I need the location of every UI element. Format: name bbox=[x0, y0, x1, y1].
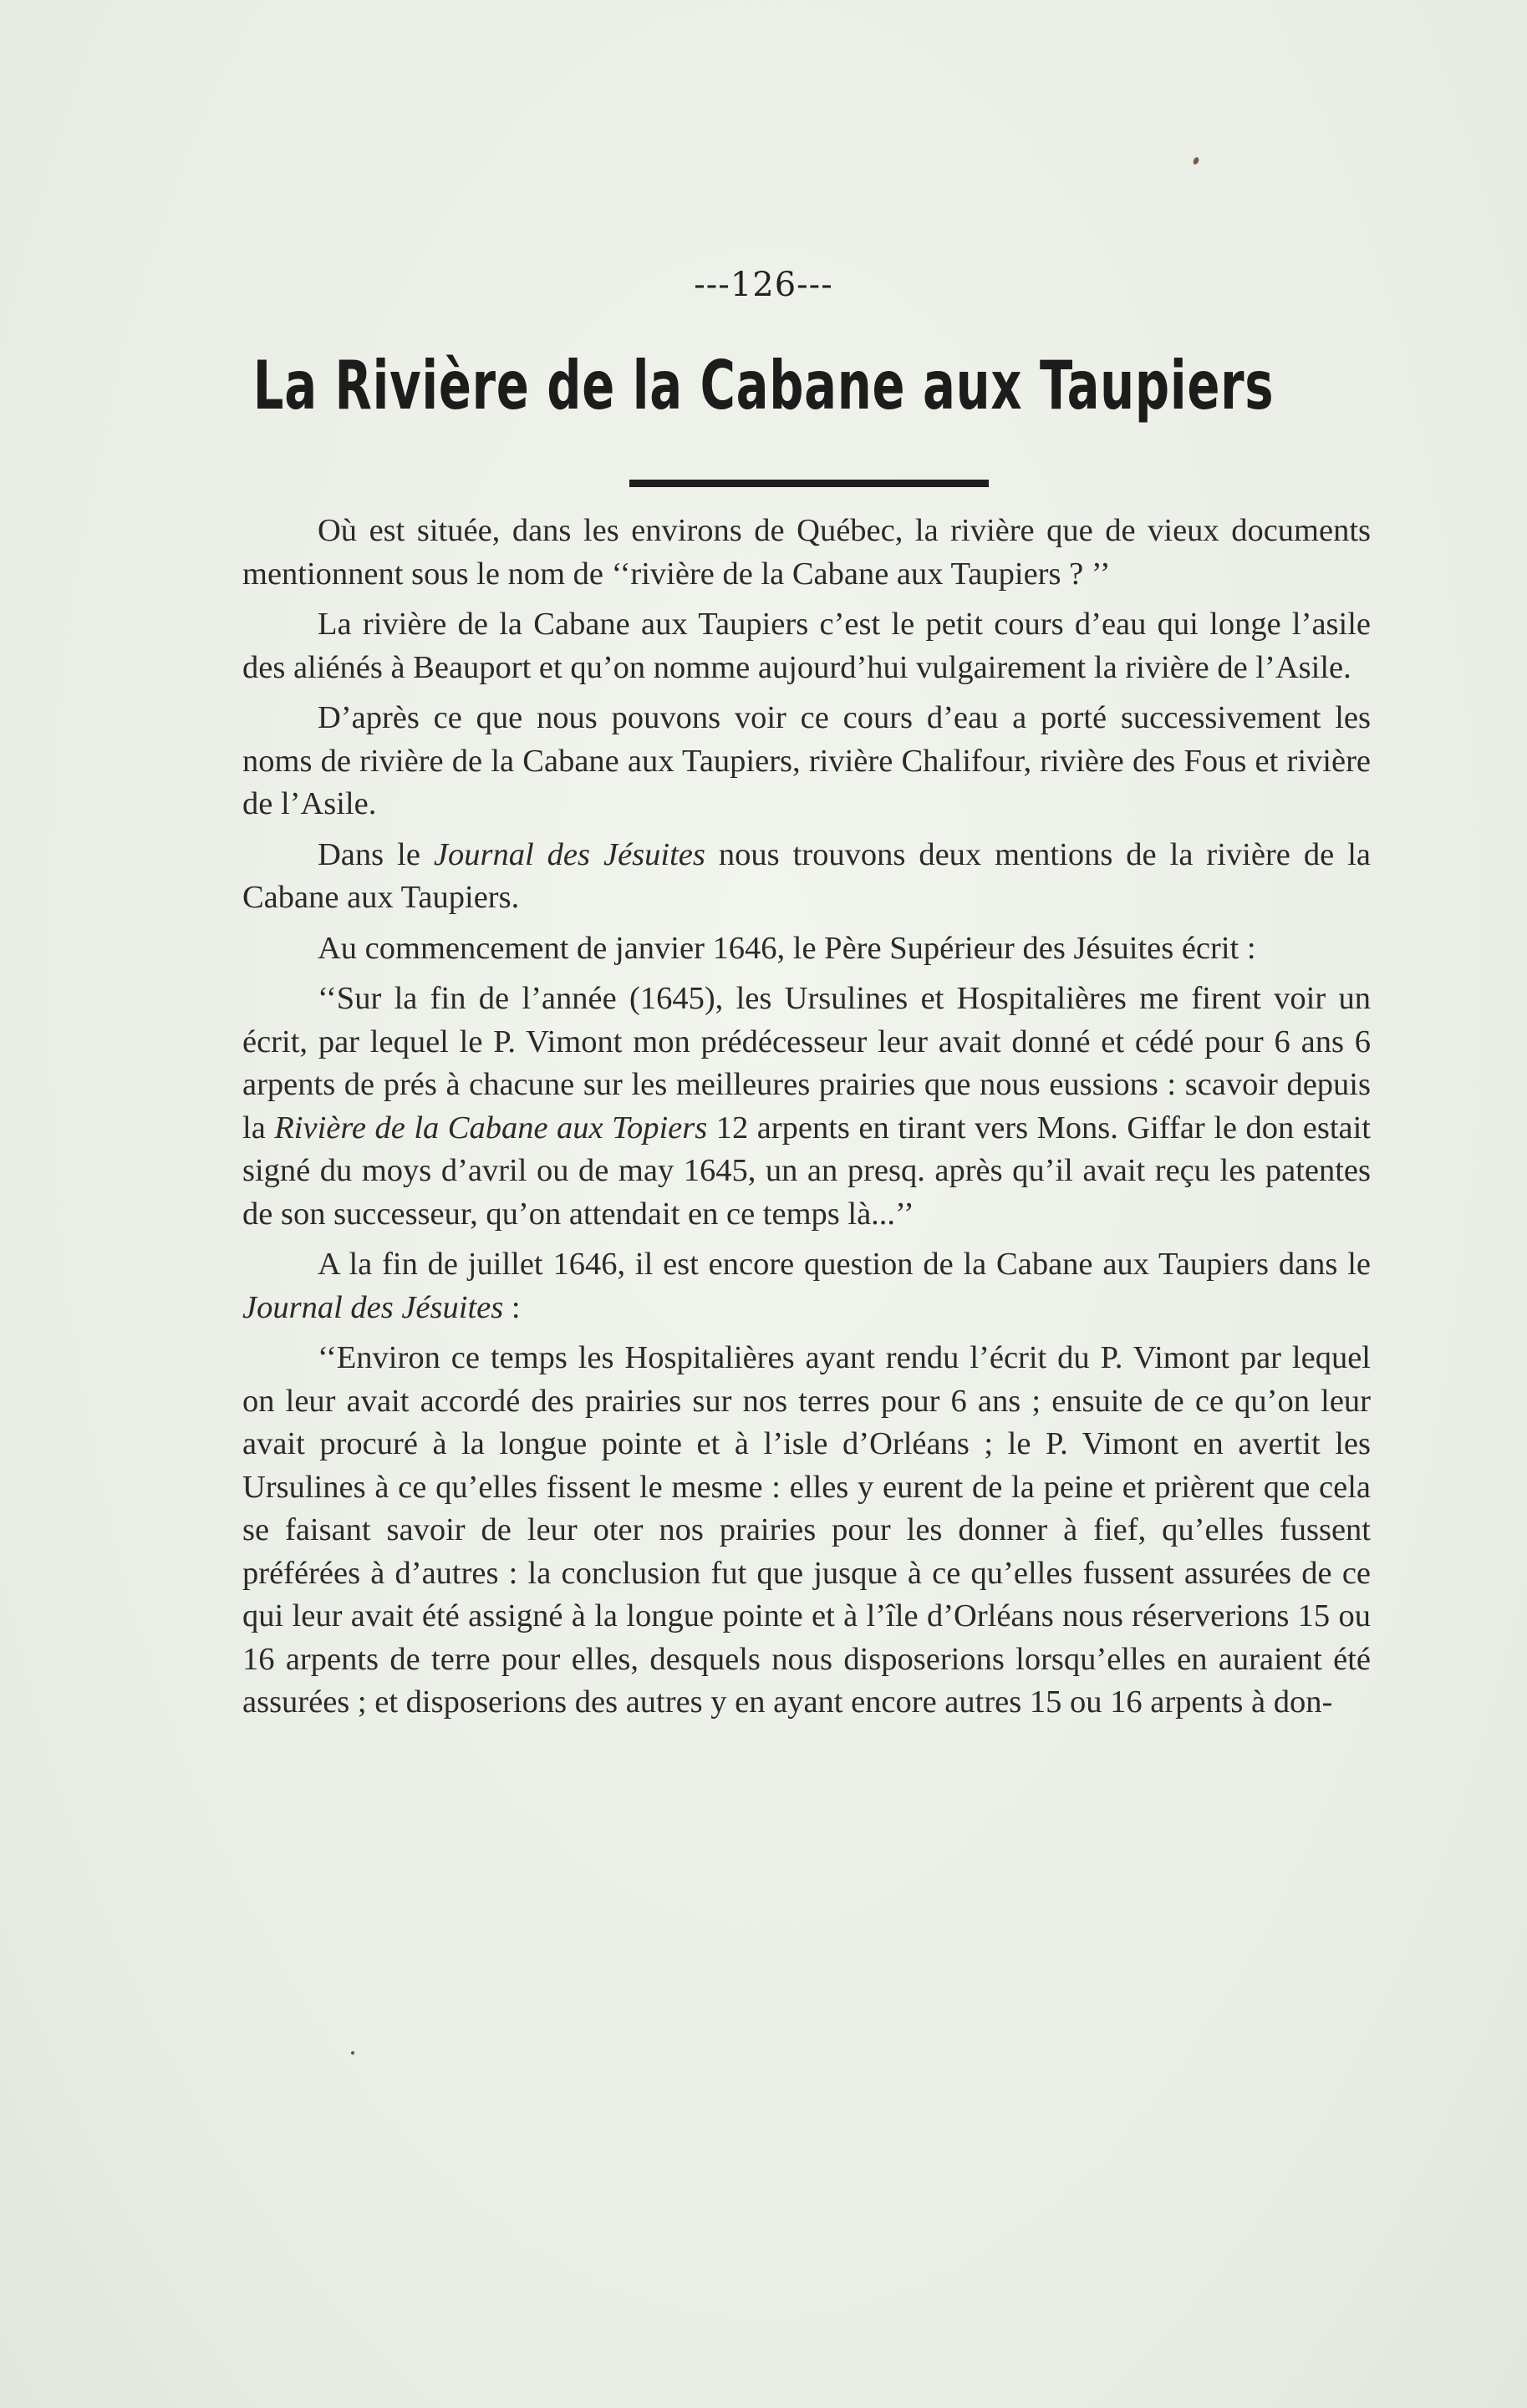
paper-speck bbox=[1192, 156, 1199, 165]
title-rule bbox=[629, 480, 989, 487]
body-text bbox=[242, 510, 1371, 1732]
paragraph bbox=[242, 603, 1371, 689]
paragraph bbox=[242, 1243, 1371, 1329]
text-run: D’après ce que nous pouvons voir ce cours d’eau a porté successivement les noms de rivière de la Cabane aux Taupiers, rivière Chalifour, rivière des Fous et rivière de l’Asile. bbox=[242, 700, 1371, 821]
text-run: Au commencement de janvier 1646, le Père Supérieur des Jésuites écrit : bbox=[318, 930, 1256, 966]
text-run: La rivière de la Cabane aux Taupiers c’est le petit cours d’eau qui longe l’asile des aliénés à Beauport et qu’on nomme aujourd’hui vulgairement la rivière de l’Asile. bbox=[242, 607, 1371, 685]
paragraph bbox=[242, 510, 1371, 596]
text-run: ‘‘Sur la fin de l’année (1645), les Ursulines et Hospitalières me firent voir un écrit, par lequel le P. Vimont mon prédécesseur leur avait donné et cédé pour 6 ans 6 arpents de prés à chacune sur les meilleures prairies que nous eussions : scavoir depuis la bbox=[242, 981, 1371, 1146]
italic-title: Journal des Jésuites bbox=[433, 836, 705, 872]
paragraph bbox=[242, 927, 1371, 971]
text-run: ‘‘Environ ce temps les Hospitalières ayant rendu l’écrit du P. Vimont par lequel on leur avait accordé des prairies sur nos terres pour 6 ans ; ensuite de ce qu’on leur avait procuré à la longue pointe et à l’isle d’Orléans ; le P. Vimont en avertit les Ursulines à ce qu’elles fissent le mesme : elles y eurent de la peine et prièrent que cela se faisant savoir de leur oter nos prairies pour les donner à fief, qu’elles fussent préférées à d’autres : la conclusion fut que jusque à ce qu’elles fussent assurées de ce qui leur avait été assigné à la longue pointe et à l’île d’Orléans nous réserverions 15 ou 16 arpents de terre pour elles, desquels nous disposerions lorsqu’elles en auraient été assurées ; et disposerions des autres y en ayant encore autres 15 ou 16 arpents à don- bbox=[242, 1340, 1371, 1720]
text-run: : bbox=[503, 1289, 521, 1325]
text-run: nous trouvons deux mentions de la rivière de la Cabane aux Taupiers. bbox=[242, 836, 1371, 915]
paragraph bbox=[242, 697, 1371, 826]
paper-speck bbox=[350, 2050, 354, 2055]
page-number: ---126--- bbox=[694, 266, 833, 304]
text-run: Où est située, dans les environs de Québec, la rivière que de vieux documents mentionnent sous le nom de ‘‘rivière de la Cabane aux Taupiers ? ’’ bbox=[242, 513, 1371, 592]
page-title: La Rivière de la Cabane aux Taupiers bbox=[252, 347, 1275, 424]
italic-title: Journal des Jésuites bbox=[242, 1289, 504, 1325]
paragraph bbox=[242, 978, 1371, 1236]
text-run: 12 arpents en tirant vers Mons. Giffar le don estait signé du moys d’avril ou de may 1645, un an presq. après qu’il avait reçu les patentes de son successeur, qu’on attendait en ce temps là...’’ bbox=[242, 1110, 1372, 1232]
paragraph bbox=[242, 834, 1371, 920]
text-run: Dans le bbox=[318, 836, 434, 872]
paragraph bbox=[242, 1337, 1371, 1725]
italic-title: Rivière de la Cabane aux Topiers bbox=[274, 1110, 708, 1146]
text-run: A la fin de juillet 1646, il est encore question de la Cabane aux Taupiers dans le bbox=[318, 1247, 1371, 1282]
